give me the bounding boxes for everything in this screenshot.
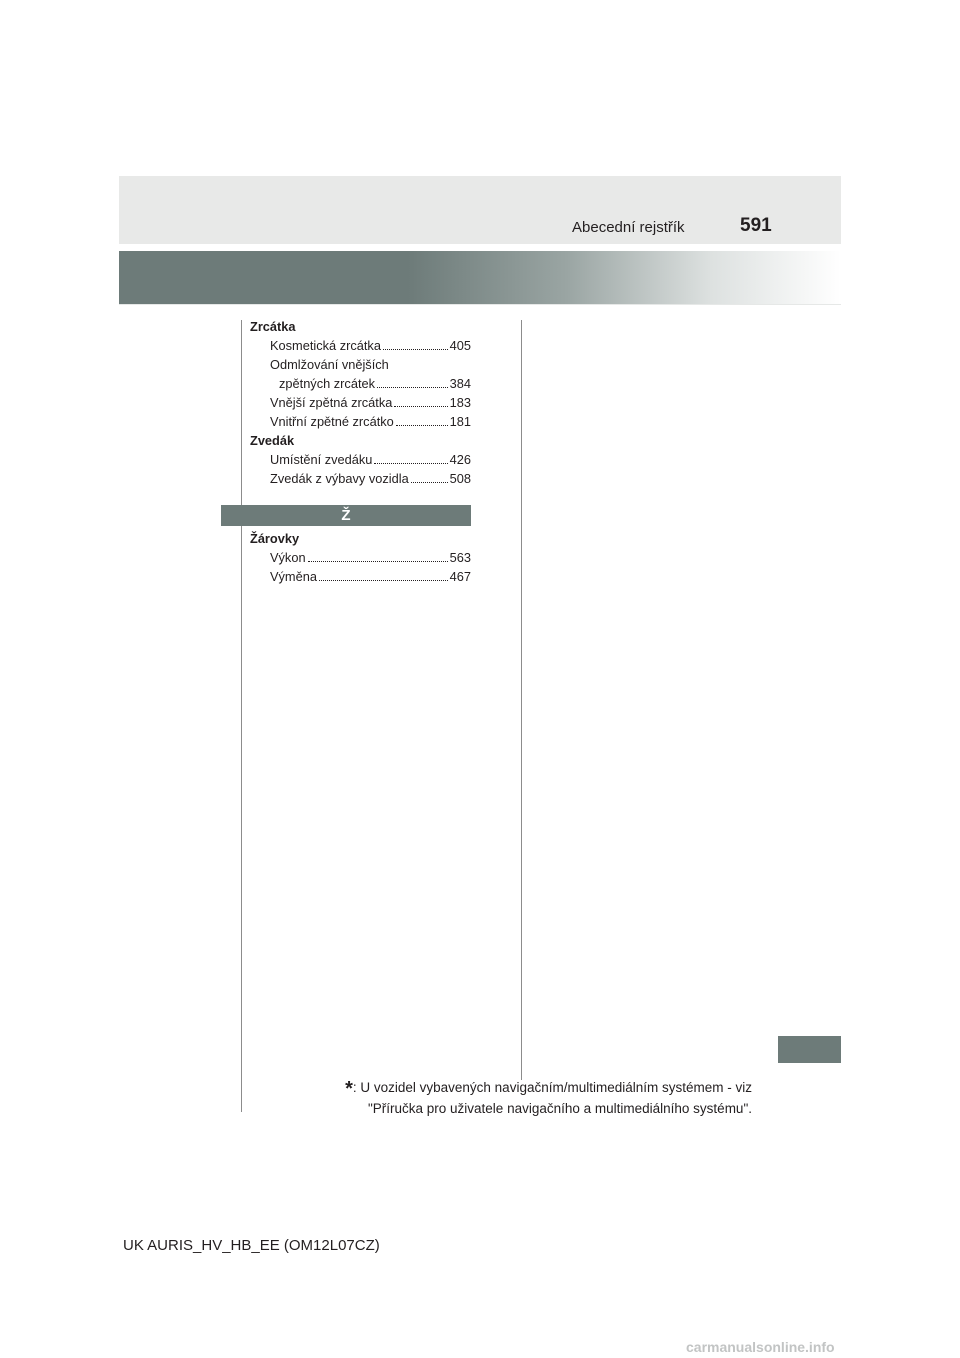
index-column-z [250, 317, 471, 488]
index-subentry[interactable] [250, 393, 471, 412]
subentry-text: Výkon [270, 550, 306, 565]
dot-leader [377, 378, 448, 388]
subentry-text: zpětných zrcátek [279, 376, 376, 391]
index-heading: Žárovky [250, 531, 300, 546]
chapter-tab-marker [778, 1036, 841, 1063]
section-title: Abecední rejstřík [572, 219, 685, 236]
page-reference[interactable]: 405 [449, 338, 471, 353]
subentry-text: Umístění zvedáku [270, 452, 373, 467]
index-subentry[interactable] [250, 548, 471, 567]
subentry-text: Výměna [270, 569, 317, 584]
footnote-line-1 [310, 1078, 752, 1099]
column-rule-middle [521, 320, 522, 1080]
index-subentry[interactable] [250, 412, 471, 431]
column-rule-left [241, 320, 242, 1112]
dot-leader [396, 416, 448, 426]
footnote-line-2: "Příručka pro uživatele navigačního a multimediálního systému". [367, 1101, 752, 1116]
index-subentry [250, 355, 471, 374]
manual-code: UK AURIS_HV_HB_EE (OM12L07CZ) [123, 1237, 380, 1254]
asterisk-mark: * [345, 1078, 353, 1100]
page-reference[interactable]: 426 [449, 452, 471, 467]
footnote [310, 1078, 752, 1118]
dot-leader [394, 397, 447, 407]
dot-leader [308, 552, 448, 562]
subentry-text: Vnější zpětná zrcátka [270, 395, 393, 410]
footnote-text-1: : U vozidel vybavených navigačním/multimediálním systémem - viz [352, 1080, 752, 1095]
index-subentry[interactable] [250, 567, 471, 586]
dot-leader [374, 454, 447, 464]
index-heading: Zvedák [250, 433, 295, 448]
index-letter-header: Ž [221, 505, 471, 526]
page-reference[interactable]: 508 [449, 471, 471, 486]
subentry-text: Kosmetická zrcátka [270, 338, 381, 353]
index-subentry[interactable] [250, 469, 471, 488]
page-reference[interactable]: 384 [449, 376, 471, 391]
index-subentry[interactable] [250, 336, 471, 355]
divider [119, 304, 841, 305]
page-reference[interactable]: 467 [449, 569, 471, 584]
dot-leader [383, 340, 448, 350]
page-reference[interactable]: 181 [449, 414, 471, 429]
index-column-zh [250, 529, 471, 586]
index-subentry-continued[interactable] [250, 374, 471, 393]
page-number: 591 [740, 215, 772, 236]
watermark: carmanualsonline.info [686, 1339, 835, 1355]
dot-leader [411, 473, 448, 483]
subentry-text: Odmlžování vnějších [270, 357, 389, 372]
decorative-gradient-band [119, 251, 841, 304]
dot-leader [319, 571, 448, 581]
subentry-text: Zvedák z výbavy vozidla [270, 471, 409, 486]
page-reference[interactable]: 563 [449, 550, 471, 565]
index-subentry[interactable] [250, 450, 471, 469]
page-reference[interactable]: 183 [449, 395, 471, 410]
index-heading: Zrcátka [250, 319, 296, 334]
header-band [119, 176, 841, 244]
subentry-text: Vnitřní zpětné zrcátko [270, 414, 394, 429]
